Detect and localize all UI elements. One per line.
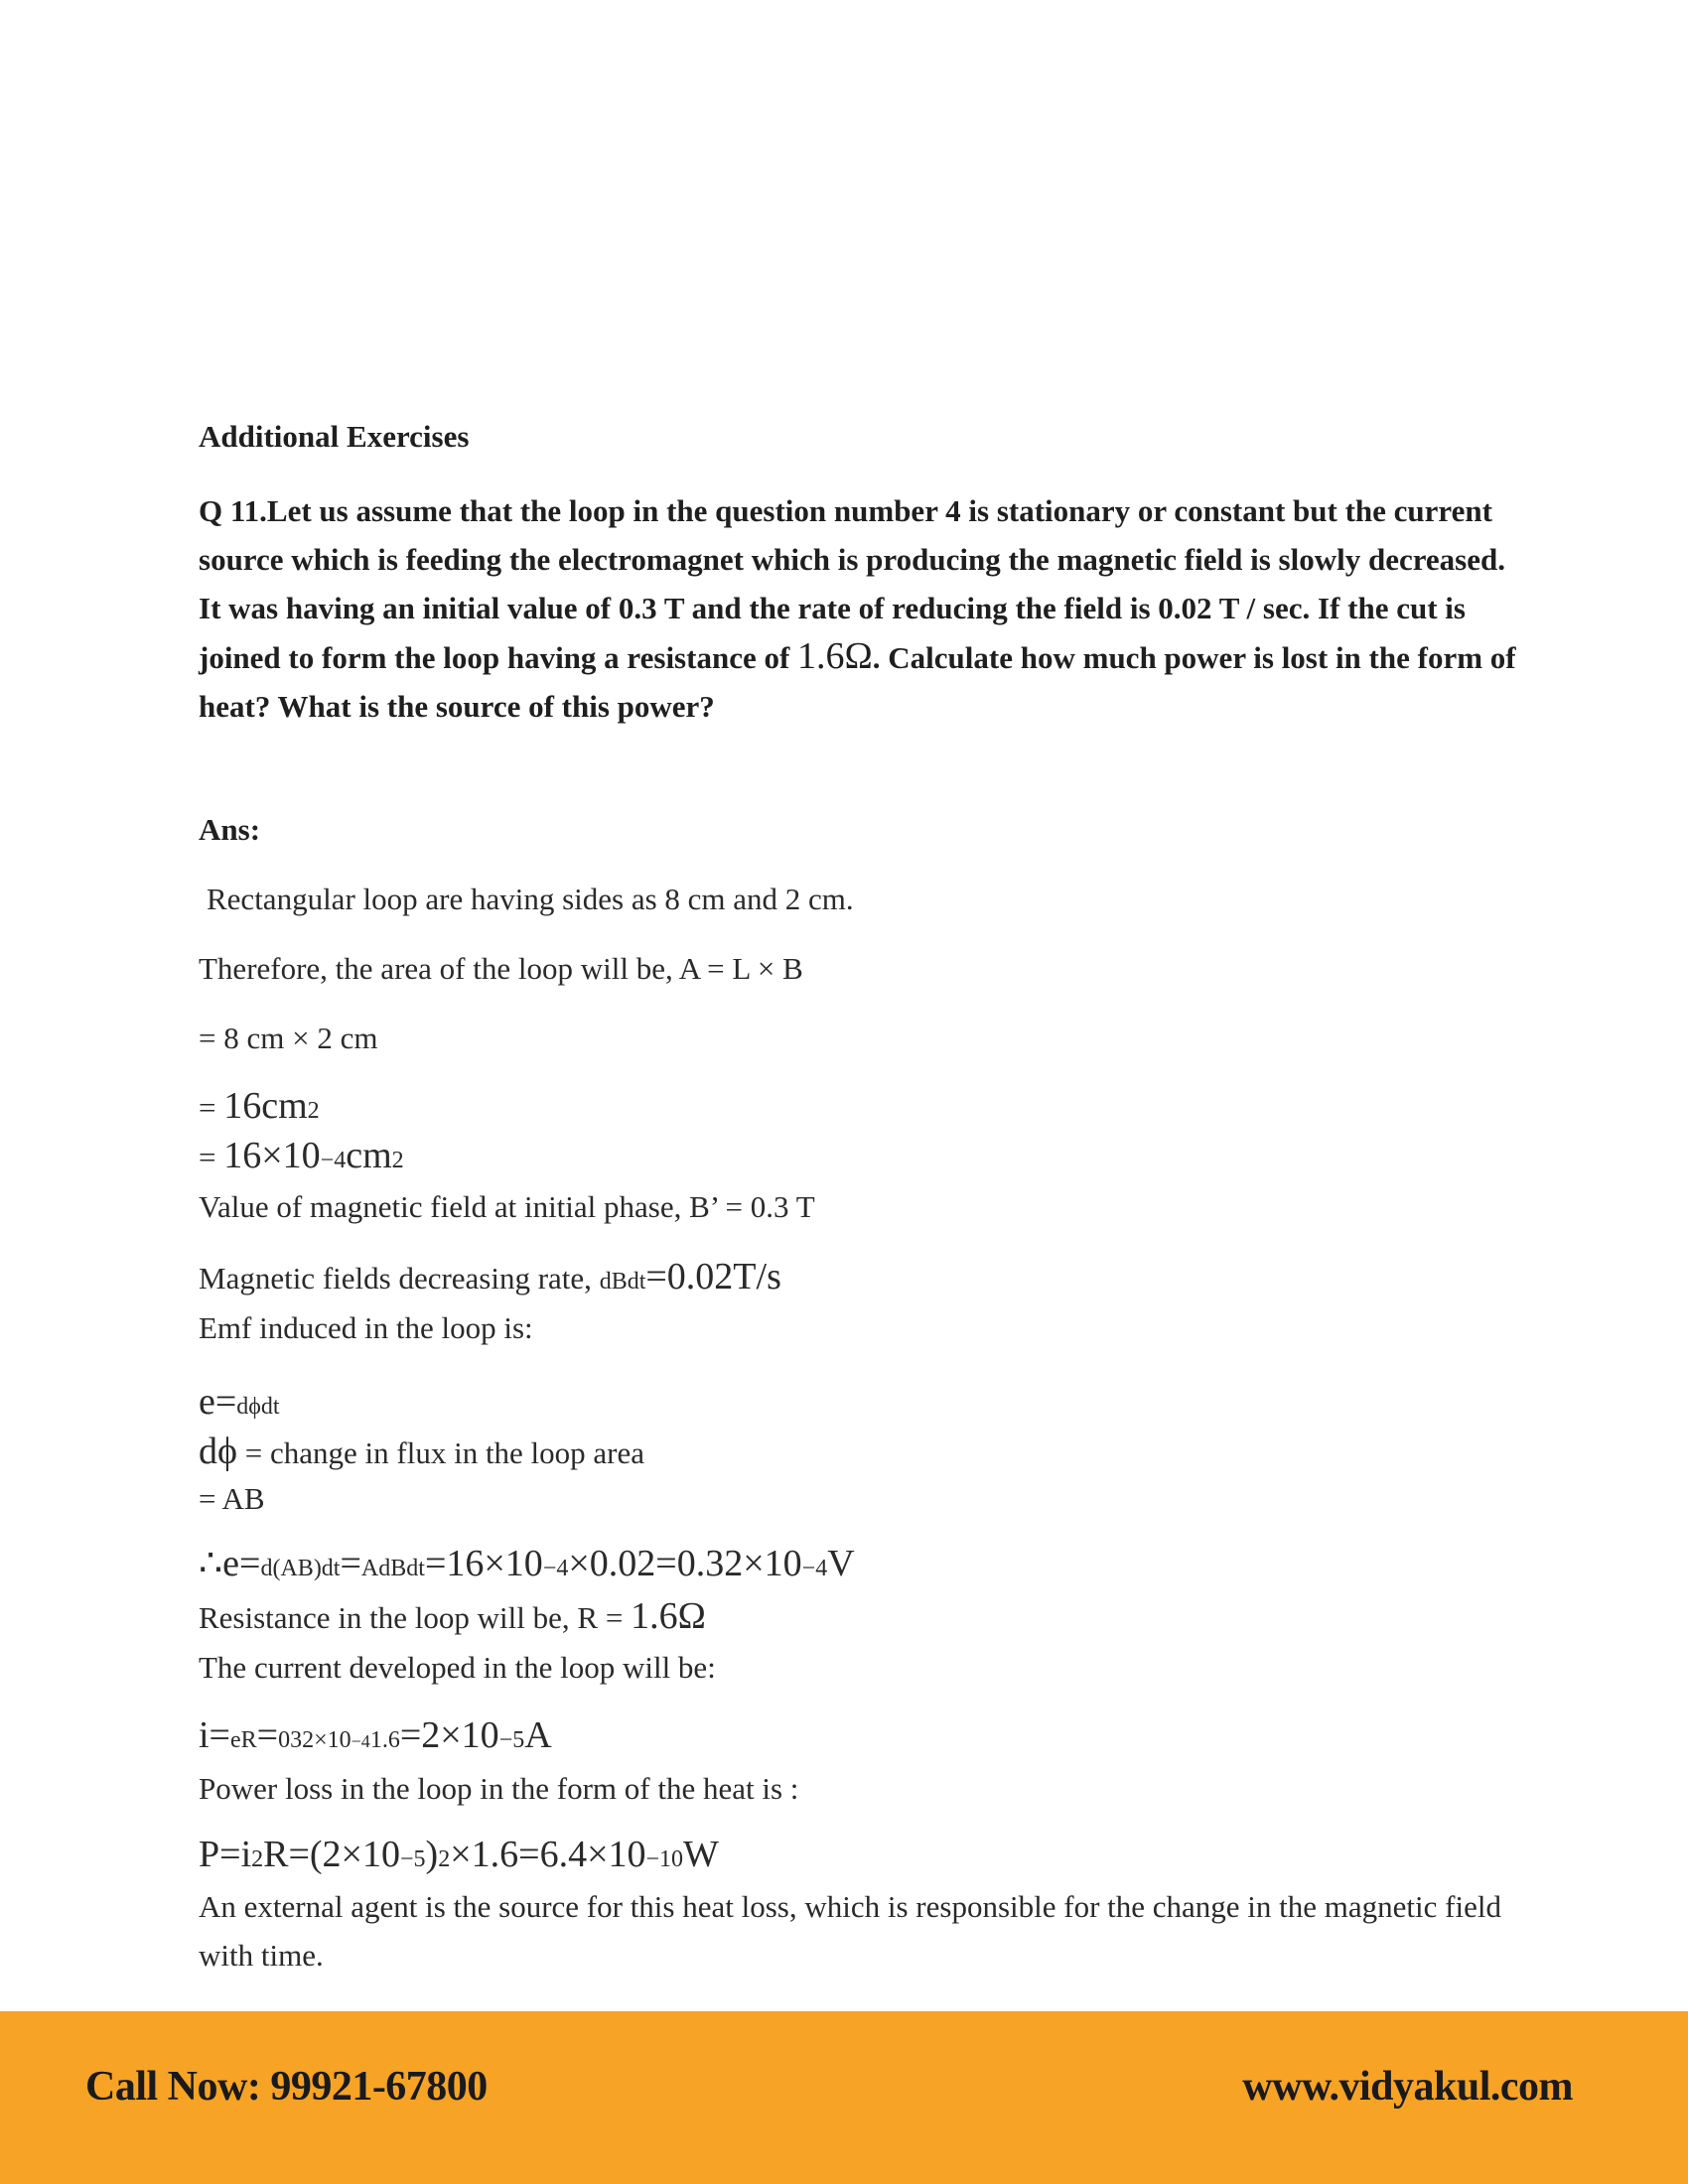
current-calc-unit: A xyxy=(524,1714,552,1756)
footer-banner xyxy=(0,2011,1688,2184)
decrease-rate-value: =0.02T/s xyxy=(645,1256,781,1297)
power-intro-line: Power loss in the loop in the form of the heat is : xyxy=(199,1771,799,1806)
loop-sides-line: Rectangular loop are having sides as 8 cm and 2 cm. xyxy=(207,882,854,916)
resistance-value: 1.6Ω xyxy=(631,1595,706,1637)
dphi-symbol: dϕ xyxy=(199,1431,238,1472)
call-now-text[interactable]: Call Now: 99921-67800 xyxy=(85,2064,488,2110)
question-text-part-1: Q 11.Let us assume that the loop in the question number 4 is stationary or constant but the current source which is feeding the electromagnet which is producing the magnetic field is slowly decreased. It was having an initial value of 0.3 T and the rate of reducing the field is 0.02 T / sec. If the cut is joined to form the loop having a resistance of xyxy=(199,493,1505,675)
emf-calc-part: = xyxy=(340,1543,361,1584)
area-si-unit: cm xyxy=(346,1135,392,1176)
decrease-rate-fraction: dBdt xyxy=(599,1269,646,1295)
emf-formula-line xyxy=(199,1380,280,1424)
emf-calc-exponent: −4 xyxy=(542,1556,569,1581)
current-intro-line: The current developed in the loop will be: xyxy=(199,1650,716,1685)
current-calc-exponent: −5 xyxy=(498,1727,525,1753)
eq-prefix: = xyxy=(199,1140,224,1174)
current-calc-part: = xyxy=(256,1714,279,1756)
emf-calc-part: =16×10 xyxy=(424,1543,543,1584)
current-calc-part: i= xyxy=(199,1714,230,1756)
power-calc-exponent: −10 xyxy=(645,1846,684,1872)
answer-label: Ans: xyxy=(199,812,261,847)
area-si-value: 16×10 xyxy=(223,1135,321,1176)
power-calc-part: ×1.6=6.4×10 xyxy=(450,1834,646,1875)
current-calc-exponent: −4 xyxy=(351,1731,370,1751)
dphi-line xyxy=(199,1430,644,1473)
emf-fraction: dϕdt xyxy=(236,1394,280,1420)
resistance-line xyxy=(199,1594,706,1638)
area-step-1: = 8 cm × 2 cm xyxy=(199,1021,378,1055)
current-calc-fraction: eR xyxy=(230,1727,257,1753)
question-resistance-value: 1.6Ω xyxy=(797,635,873,677)
emf-calc-fraction: d(AB)dt xyxy=(260,1556,341,1581)
ab-line: = AB xyxy=(199,1481,265,1516)
current-calc-fraction: 1.6 xyxy=(369,1727,400,1753)
area-formula-line: Therefore, the area of the loop will be, A = L × B xyxy=(199,951,803,986)
question-text xyxy=(199,486,1519,731)
current-calculation-line xyxy=(199,1713,552,1757)
area-si-exponent: −4 xyxy=(320,1148,347,1173)
current-calc-part: =2×10 xyxy=(399,1714,499,1756)
power-calc-part: R=(2×10 xyxy=(263,1834,400,1875)
emf-calc-exponent: −4 xyxy=(801,1556,828,1581)
power-calc-exponent: −5 xyxy=(400,1846,426,1872)
power-calc-exponent: 2 xyxy=(251,1846,264,1872)
initial-field-line: Value of magnetic field at initial phase, B’ = 0.3 T xyxy=(199,1189,815,1224)
resistance-text: Resistance in the loop will be, R = xyxy=(199,1600,632,1635)
emf-calculation-line xyxy=(199,1541,855,1585)
eq-prefix: = xyxy=(199,1090,224,1125)
area-step-3 xyxy=(199,1134,404,1177)
current-calc-fraction: 032×10 xyxy=(278,1727,352,1753)
decrease-rate-line xyxy=(199,1255,781,1298)
dphi-text: = change in flux in the loop area xyxy=(237,1435,645,1470)
emf-calc-part: ∴e= xyxy=(199,1543,261,1584)
area-value: 16cm xyxy=(223,1085,308,1127)
power-calc-part: P=i xyxy=(199,1834,252,1875)
area-step-2 xyxy=(199,1084,320,1128)
power-calc-exponent: 2 xyxy=(438,1846,451,1872)
emf-calc-unit: V xyxy=(827,1543,855,1584)
power-calc-unit: W xyxy=(683,1834,719,1875)
area-si-unit-exponent: 2 xyxy=(391,1148,404,1173)
emf-symbol: e= xyxy=(199,1381,237,1423)
conclusion-paragraph: An external agent is the source for this heat loss, which is responsible for the change in the magnetic field with time. xyxy=(199,1889,1501,1973)
power-calc-part: ) xyxy=(425,1834,439,1875)
decrease-rate-text: Magnetic fields decreasing rate, xyxy=(199,1261,600,1296)
website-link[interactable]: www.vidyakul.com xyxy=(1242,2064,1573,2110)
question-text-part-2: . Calculate how much power is lost in the form of heat? What is the source of this power? xyxy=(199,640,1516,724)
section-heading: Additional Exercises xyxy=(199,419,470,454)
emf-calc-part: ×0.02=0.32×10 xyxy=(568,1543,802,1584)
power-calculation-line xyxy=(199,1833,719,1876)
emf-intro-line: Emf induced in the loop is: xyxy=(199,1310,533,1345)
emf-calc-fraction: AdBdt xyxy=(360,1556,425,1581)
area-exponent: 2 xyxy=(307,1098,320,1124)
